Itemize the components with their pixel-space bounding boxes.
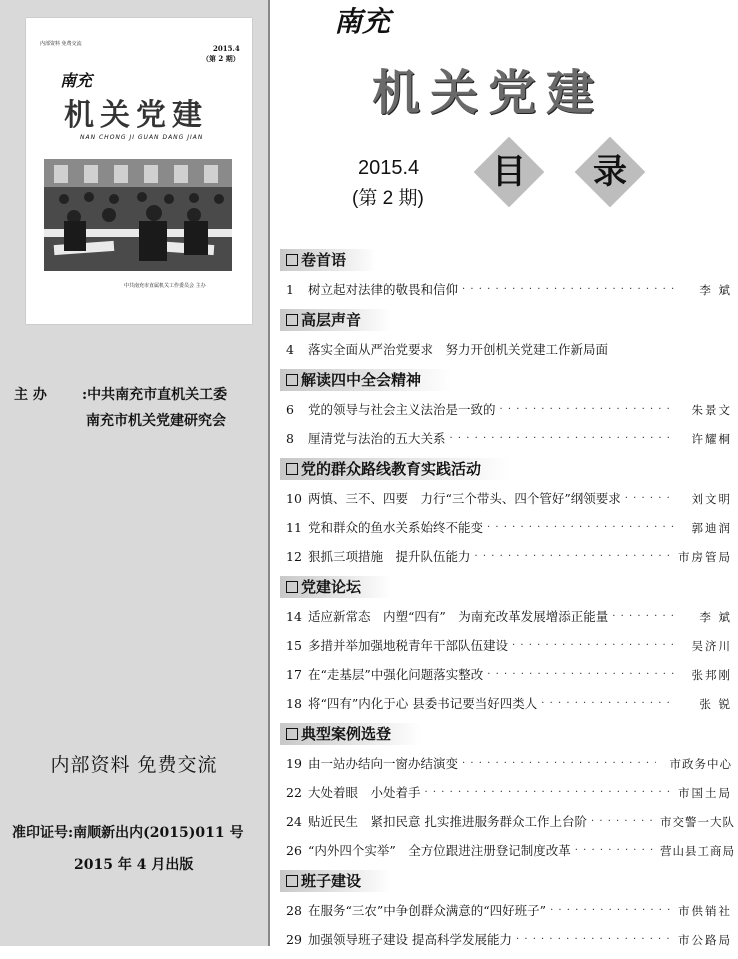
section-title: 高层声音: [301, 311, 362, 329]
cover-brand: 南充: [60, 71, 93, 90]
checkbox-square-icon: [286, 314, 298, 326]
entry-title: “内外四个实举” 全方位跟进注册登记制度改革: [308, 843, 571, 858]
leader-dots: [487, 518, 674, 547]
section-title: 解读四中全会精神: [301, 371, 422, 389]
entry-author: 李 斌: [699, 610, 732, 624]
entry-page: 22: [286, 785, 302, 800]
checkbox-square-icon: [286, 581, 298, 593]
toc-entry[interactable]: [280, 340, 732, 369]
header-brand: 南充: [334, 5, 391, 38]
entry-author: 市公路局: [678, 933, 732, 947]
entry-title: 在服务“三农”中争创群众满意的“四好班子”: [308, 903, 547, 918]
section-title: 典型案例选登: [301, 725, 392, 743]
mulu-mu: [477, 140, 541, 204]
entry-title: 多措并举加强地税青年干部队伍建设: [308, 638, 509, 653]
entry-author: 张 锐: [699, 697, 732, 711]
cover-issue-year: 2015.4: [212, 44, 240, 53]
cover-photo: [44, 159, 232, 271]
entry-title: 狠抓三项措施 提升队伍能力: [308, 549, 471, 564]
toc-entry[interactable]: [280, 930, 732, 959]
toc-entry[interactable]: [280, 754, 732, 783]
section-header: [280, 458, 511, 480]
toc-entry[interactable]: [280, 429, 732, 458]
entry-title: 树立起对法律的敬畏和信仰: [308, 282, 459, 297]
leader-dots: [625, 489, 674, 518]
entry-page: 17: [286, 667, 302, 682]
section-title: 班子建设: [301, 872, 362, 890]
leader-dots: [512, 636, 674, 665]
entry-title: 党和群众的鱼水关系始终不能变: [308, 520, 484, 535]
toc-entry[interactable]: [280, 694, 732, 723]
section-header: [280, 309, 391, 331]
entry-page: 29: [286, 932, 302, 947]
section-title: 卷首语: [301, 251, 347, 269]
entry-page: 4: [286, 342, 294, 357]
toc-entry[interactable]: [280, 547, 732, 576]
entry-title: 加强领导班子建设 提高科学发展能力: [308, 932, 512, 947]
entry-page: 10: [286, 491, 302, 506]
table-of-contents: [280, 249, 735, 959]
toc-section: [280, 870, 732, 892]
entry-author: 市交警一大队: [660, 815, 735, 829]
toc-entry[interactable]: [280, 489, 732, 518]
entry-author: 张邦刚: [691, 668, 732, 682]
entry-page: 8: [286, 431, 294, 446]
entry-page: 11: [286, 520, 302, 535]
sponsor-block: [14, 382, 227, 434]
checkbox-square-icon: [286, 728, 298, 740]
leader-dots: [575, 841, 656, 870]
leader-dots: [462, 754, 656, 783]
entry-author: 市供销社: [678, 904, 732, 918]
cover-thumbnail[interactable]: [26, 18, 252, 324]
checkbox-square-icon: [286, 374, 298, 386]
entry-author: 吴济川: [691, 639, 732, 653]
cover-issue: [202, 44, 240, 64]
entry-title: 在“走基层”中强化问题落实整改: [308, 667, 484, 682]
leader-dots: [541, 694, 674, 723]
entry-title: 大处着眼 小处着手: [308, 785, 421, 800]
section-header: [280, 249, 376, 271]
section-header: [280, 723, 421, 745]
entry-author: 郭迪润: [691, 521, 732, 535]
leader-dots: [425, 783, 674, 812]
entry-page: 24: [286, 814, 302, 829]
checkbox-square-icon: [286, 254, 298, 266]
toc-entry[interactable]: [280, 841, 735, 870]
section-header: [280, 369, 451, 391]
checkbox-square-icon: [286, 463, 298, 475]
leader-dots: [612, 340, 674, 369]
toc-section: [280, 458, 732, 480]
entry-title: 由一站办结向一窗办结演变: [308, 756, 459, 771]
sponsor-line-2: 南充市机关党建研究会: [86, 413, 226, 429]
entry-title: 贴近民生 紧扣民意 扎实推进服务群众工作上台阶: [308, 814, 587, 829]
entry-page: 15: [286, 638, 302, 653]
sponsor-label: 主 办: [14, 387, 47, 403]
leader-dots: [550, 901, 674, 930]
section-title: 党建论坛: [301, 578, 362, 596]
toc-section: [280, 369, 732, 391]
entry-title: 厘清党与法治的五大关系: [308, 431, 446, 446]
toc-entry[interactable]: [280, 783, 732, 812]
vertical-divider: [268, 0, 270, 946]
cover-title: 机关党建: [64, 98, 208, 133]
cover-small-top: 内部资料 免费交流: [40, 41, 82, 47]
leader-dots: [475, 547, 674, 576]
entry-title: 将“四有”内化于心 县委书记要当好四类人: [308, 696, 538, 711]
toc-section: [280, 576, 732, 598]
toc-entry[interactable]: [280, 280, 732, 309]
leader-dots: [462, 280, 674, 309]
header-issue: (第 2 期): [352, 188, 424, 209]
entry-page: 14: [286, 609, 302, 624]
internal-notice: 内部资料 免费交流: [50, 754, 218, 776]
section-header: [280, 870, 391, 892]
entry-author: 朱景文: [691, 403, 732, 417]
left-panel: [0, 0, 268, 946]
section-header: [280, 576, 391, 598]
toc-entry[interactable]: [280, 518, 732, 547]
entry-author: 市国土局: [678, 786, 732, 800]
mulu-char-2: 录: [593, 152, 627, 192]
cover-issue-no: （第 2 期）: [202, 54, 240, 63]
header-title: 机关党建: [372, 65, 605, 121]
entry-page: 12: [286, 549, 302, 564]
toc-entry[interactable]: [280, 901, 732, 930]
toc-entry[interactable]: [280, 812, 735, 841]
publication-date: 2015 年 4 月出版: [74, 857, 194, 873]
toc-entry[interactable]: [280, 400, 732, 429]
entry-author: 刘文明: [691, 492, 732, 506]
sponsor-line-1: :中共南充市直机关工委: [82, 387, 228, 403]
entry-title: 党的领导与社会主义法治是一致的: [308, 402, 496, 417]
leader-dots: [500, 400, 674, 429]
entry-page: 28: [286, 903, 302, 918]
toc-entry[interactable]: [280, 607, 732, 636]
entry-author: 市政务中心: [669, 757, 732, 771]
cover-sponsor: 中共南充市直属机关工作委员会 主办: [124, 283, 206, 289]
leader-dots: [591, 812, 656, 841]
entry-page: 19: [286, 756, 302, 771]
header-year: 2015.4: [358, 157, 420, 179]
leader-dots: [612, 607, 674, 636]
toc-section: [280, 249, 732, 271]
entry-title: 两慎、三不、四要 力行“三个带头、四个管好”纲领要求: [308, 491, 621, 506]
entry-author: 营山县工商局: [660, 844, 735, 858]
entry-page: 18: [286, 696, 302, 711]
mulu-char-1: 目: [492, 152, 526, 192]
leader-dots: [516, 930, 674, 959]
cover-pinyin: NAN CHONG JI GUAN DANG JIAN: [80, 134, 204, 141]
leader-dots: [450, 429, 674, 458]
entry-author: 市房管局: [678, 550, 732, 564]
entry-author: 李 斌: [699, 283, 732, 297]
entry-author: [678, 340, 732, 369]
toc-entry[interactable]: [280, 636, 732, 665]
entry-page: 6: [286, 402, 294, 417]
entry-title: 落实全面从严治党要求 努力开创机关党建工作新局面: [308, 342, 609, 357]
entry-page: 1: [286, 282, 294, 297]
permit-number: 准印证号:南顺新出内(2015)011 号: [12, 825, 244, 841]
mulu-lu: [578, 140, 642, 204]
toc-section: [280, 723, 732, 745]
entry-title: 适应新常态 内塑“四有” 为南充改革发展增添正能量: [308, 609, 609, 624]
toc-section: [280, 309, 732, 331]
section-title: 党的群众路线教育实践活动: [301, 460, 482, 478]
leader-dots: [487, 665, 674, 694]
toc-entry[interactable]: [280, 665, 732, 694]
checkbox-square-icon: [286, 875, 298, 887]
entry-page: 26: [286, 843, 302, 858]
entry-author: 许耀桐: [691, 432, 732, 446]
